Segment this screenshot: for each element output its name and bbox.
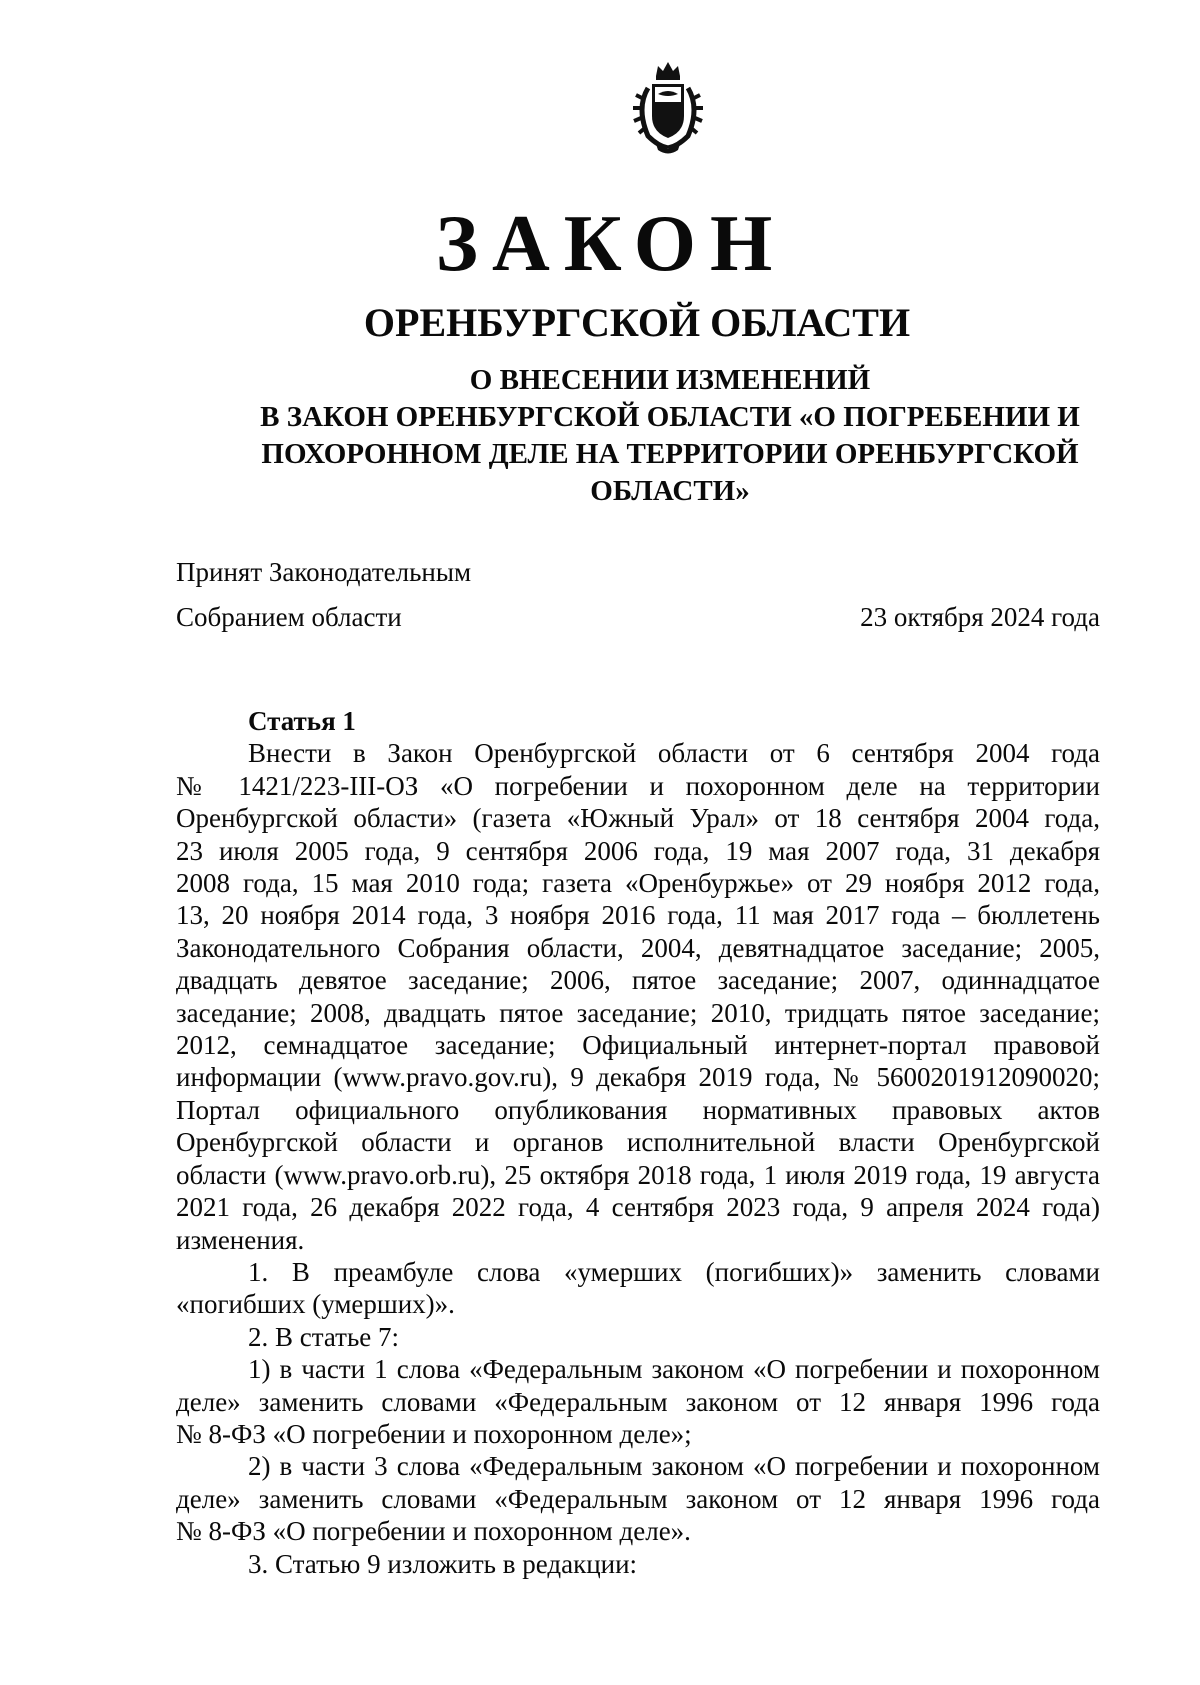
text-line: 1. В преамбуле слова «умерших (погибших)» заменить словами [248, 1256, 1100, 1287]
text-line: 2021 года, 26 декабря 2022 года, 4 сентября 2023 года, 9 апреля 2024 года) [176, 1192, 1100, 1223]
text-line: деле» заменить словами «Федеральным законом от 12 января 1996 года [176, 1386, 1100, 1417]
text-line: деле» заменить словами «Федеральным законом от 12 января 1996 года [176, 1483, 1100, 1514]
text-line: № 8-ФЗ «О погребении и похоронном деле». [176, 1516, 691, 1547]
text-line: Оренбургской области» (газета «Южный Урал» от 18 сентября 2004 года, [176, 803, 1100, 834]
heading-line: В ЗАКОН ОРЕНБУРГСКОЙ ОБЛАСТИ «О ПОГРЕБЕНИИ И [260, 401, 1080, 433]
text-line: 13, 20 ноября 2014 года, 3 ноября 2016 года, 11 мая 2017 года – бюллетень [176, 900, 1100, 931]
text-line: изменения. [176, 1224, 305, 1255]
item-1 [176, 1256, 1100, 1321]
text-line: № 1421/223-III-ОЗ «О погребении и похоронном деле на территории [176, 770, 1100, 801]
text-line: 23 июля 2005 года, 9 сентября 2006 года, 19 мая 2007 года, 31 декабря [176, 835, 1100, 866]
law-heading [230, 362, 1110, 510]
article-intro [176, 737, 1100, 1256]
text-line: «погибших (умерших)». [176, 1289, 455, 1320]
text-line: области (www.pravo.orb.ru), 25 октября 2018 года, 1 июля 2019 года, 19 августа [176, 1159, 1100, 1190]
item-3-title: 3. Статью 9 изложить в редакции: [248, 1548, 638, 1579]
heading-line: О ВНЕСЕНИИ ИЗМЕНЕНИЙ [469, 364, 871, 396]
text-line: 1) в части 1 слова «Федеральным законом «О погребении и похоронном [248, 1354, 1100, 1385]
text-line: Внести в Закон Оренбургской области от 6 сентября 2004 года [248, 738, 1100, 769]
item-2-1 [176, 1353, 1100, 1450]
heading-line: ПОХОРОННОМ ДЕЛЕ НА ТЕРРИТОРИИ ОРЕНБУРГСКОЙ [261, 438, 1079, 470]
text-line: информации (www.pravo.gov.ru), 9 декабря 2019 года, № 5600201912090020; [176, 1062, 1100, 1093]
heading-line: ОБЛАСТИ» [590, 475, 750, 507]
text-line: 2008 года, 15 мая 2010 года; газета «Оренбуржье» от 29 ноября 2012 года, [176, 868, 1100, 899]
text-line: двадцать девятое заседание; 2006, пятое заседание; 2007, одиннадцатое [176, 965, 1100, 996]
adoption-line-2: Собранием области [176, 602, 402, 632]
item-2-2 [176, 1450, 1100, 1547]
document-body [176, 705, 1100, 1580]
text-line: 2012, семнадцатое заседание; Официальный интернет-портал правовой [176, 1030, 1100, 1061]
adoption-label [176, 550, 471, 640]
adoption-line-1: Принят Законодательным [176, 557, 472, 587]
text-line: № 8-ФЗ «О погребении и похоронном деле»; [176, 1418, 692, 1449]
text-line: Законодательного Собрания области, 2004, девятнадцатое заседание; 2005, [176, 932, 1100, 963]
coat-of-arms-icon [618, 58, 718, 158]
item-2-title: 2. В статье 7: [248, 1321, 400, 1352]
document-subtitle: ОРЕНБУРГСКОЙ ОБЛАСТИ [363, 300, 911, 345]
text-line: Портал официального опубликования нормативных правовых актов [176, 1094, 1100, 1125]
document-title: ЗАКОН [435, 200, 787, 288]
text-line: Оренбургской области и органов исполнительной власти Оренбургской [176, 1127, 1100, 1158]
article-title: Статья 1 [248, 706, 356, 736]
text-line: заседание; 2008, двадцать пятое заседание; 2010, тридцать пятое заседание; [176, 997, 1100, 1028]
text-line: 2) в части 3 слова «Федеральным законом «О погребении и похоронном [248, 1451, 1100, 1482]
adoption-date: 23 октября 2024 года [860, 602, 1100, 632]
